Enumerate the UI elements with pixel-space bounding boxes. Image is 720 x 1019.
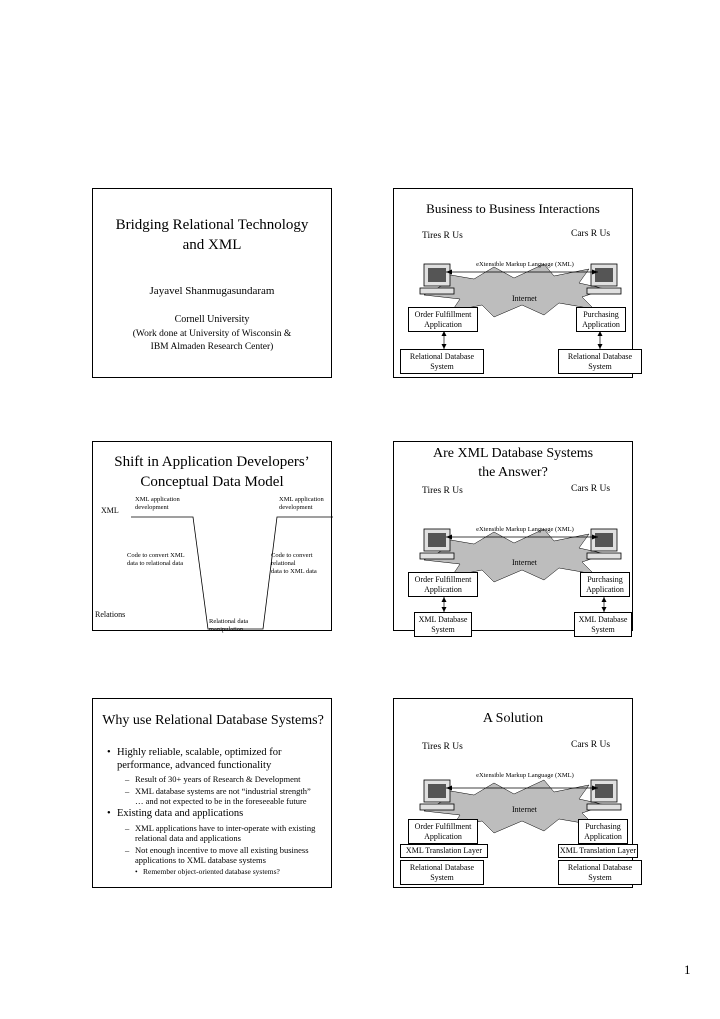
page-number: 1 (684, 962, 691, 977)
slide2-title: Business to Business Interactions (426, 201, 600, 216)
right-mid-label (271, 552, 331, 576)
box-line: System (591, 625, 615, 634)
label-line: data to XML data (271, 568, 317, 575)
bullet-text: relational data and applications (135, 832, 241, 843)
box-line: Relational Database (409, 863, 475, 872)
label-line: XML application (135, 496, 180, 503)
slide1-author: Jayavel Shanmugasundaram (149, 285, 275, 297)
left-top-label (135, 496, 180, 512)
right-company: Cars R Us (571, 484, 611, 494)
box-line: Order Fulfillment (414, 310, 472, 319)
box-line: System (588, 873, 612, 882)
xml-label: eXtensible Markup Language (XML) (476, 772, 574, 779)
purchasing-box (576, 307, 626, 332)
left-company: Tires R Us (422, 486, 463, 496)
right-computer-icon (587, 780, 621, 810)
slide-shift-data-model (92, 441, 332, 631)
label-line: development (279, 504, 313, 511)
box-line: Application (582, 320, 620, 329)
bullet-text: Existing data and applications (117, 808, 244, 819)
bullet-text: Highly reliable, scalable, optimized for (117, 747, 282, 758)
box-line: Purchasing (587, 575, 623, 584)
label-line: manipulation (209, 626, 244, 633)
left-xml-db-box (414, 612, 472, 637)
slide5-title: Why use Relational Database Systems? (102, 713, 324, 728)
slide1-note-line2: IBM Almaden Research Center) (150, 342, 274, 352)
left-mid-label (127, 552, 185, 568)
slide-a-solution (393, 698, 637, 888)
box-line: XML Translation Layer (405, 846, 483, 855)
label-line: development (135, 504, 169, 511)
right-company: Cars R Us (571, 229, 611, 239)
slide4-title-line1: Are XML Database Systems (432, 446, 594, 461)
box-line: XML Database (578, 615, 628, 624)
label-line: Relational data (209, 618, 249, 625)
slide4-diagram (394, 442, 634, 632)
right-db-box (558, 349, 642, 374)
bullet-text: applications to XML database systems (135, 854, 266, 865)
label-line: Code to convert XML (127, 552, 185, 559)
internet-label: Internet (512, 294, 537, 303)
box-line: Application (586, 585, 624, 594)
sub-bullet-item (105, 786, 335, 806)
sub-bullet-item (105, 845, 335, 865)
left-company: Tires R Us (422, 742, 463, 752)
left-computer-icon (420, 780, 454, 810)
bullet-item (105, 747, 335, 772)
right-xml-translation-layer (558, 844, 638, 858)
label-line: XML application (279, 496, 324, 503)
bullet-item (105, 808, 335, 821)
slide-xml-database-answer (393, 441, 633, 634)
box-line: Order Fulfillment (414, 575, 472, 584)
left-db-box (400, 860, 484, 885)
slide1-note-line1: (Work done at University of Wisconsin & (132, 329, 292, 339)
slide5-bullet-list (105, 747, 335, 876)
right-db-box (558, 860, 642, 885)
bullet-text: Remember object-oriented database systems? (143, 866, 280, 876)
internet-label: Internet (512, 558, 537, 567)
internet-label: Internet (512, 805, 537, 814)
right-xml-db-box (574, 612, 632, 637)
slide3-title-line1: Shift in Application Developers’ (114, 454, 310, 470)
box-line: XML Translation Layer (559, 846, 637, 855)
bullet-text: Not enough incentive to move all existing business (135, 844, 309, 855)
slide-title (92, 188, 332, 378)
slide1-affiliation: Cornell University (174, 314, 250, 325)
box-line: System (430, 362, 454, 371)
slide6-title: A Solution (482, 711, 544, 726)
bottom-label (209, 618, 248, 634)
bullet-text: performance, advanced functionality (117, 759, 272, 771)
box-line: Application (424, 832, 462, 841)
bullet-text: Result of 30+ years of Research & Development (135, 774, 301, 784)
box-line: Application (424, 320, 462, 329)
slide4-title-line2: the Answer? (478, 465, 548, 480)
bullet-text: XML applications have to inter-operate with existing (135, 822, 316, 833)
xml-label: eXtensible Markup Language (XML) (476, 526, 574, 533)
order-fulfillment-box (408, 307, 478, 332)
box-line: Order Fulfillment (414, 822, 472, 831)
box-line: System (431, 625, 455, 634)
left-db-box (400, 349, 484, 374)
right-top-label (279, 496, 324, 512)
box-line: XML Database (418, 615, 468, 624)
box-line: System (430, 873, 454, 882)
box-line: Application (584, 832, 622, 841)
label-line: Code to convert relational (271, 552, 313, 567)
slide-b2b-interactions (393, 188, 633, 378)
order-fulfillment-box (408, 819, 478, 844)
right-company: Cars R Us (571, 740, 611, 750)
bullet-text: … and not expected to be in the foreseeable future (135, 796, 307, 806)
slide-why-relational (92, 698, 332, 888)
box-line: Purchasing (583, 310, 619, 319)
box-line: Relational Database (567, 352, 633, 361)
box-line: Purchasing (585, 822, 621, 831)
purchasing-box (578, 819, 628, 844)
slide3-diagram (93, 442, 333, 632)
bullet-text: XML database systems are not “industrial strength” (135, 786, 311, 796)
box-line: System (588, 362, 612, 371)
slide1-title-line2: and XML (182, 237, 242, 253)
slide3-title-line2: Conceptual Data Model (140, 474, 284, 490)
box-line: Relational Database (409, 352, 475, 361)
box-line: Relational Database (567, 863, 633, 872)
xml-label: eXtensible Markup Language (XML) (476, 261, 574, 268)
slide1-title-line1: Bridging Relational Technology (115, 217, 309, 233)
sub-sub-bullet-item (105, 867, 335, 876)
relations-axis-label: Relations (95, 610, 126, 619)
sub-bullet-item (105, 774, 335, 784)
left-xml-translation-layer (400, 844, 488, 858)
label-line: data to relational data (127, 560, 184, 567)
xml-axis-label: XML (101, 506, 119, 515)
left-company: Tires R Us (422, 231, 463, 241)
box-line: Application (424, 585, 462, 594)
sub-bullet-item (105, 823, 335, 843)
order-fulfillment-box (408, 572, 478, 597)
purchasing-box (580, 572, 630, 597)
